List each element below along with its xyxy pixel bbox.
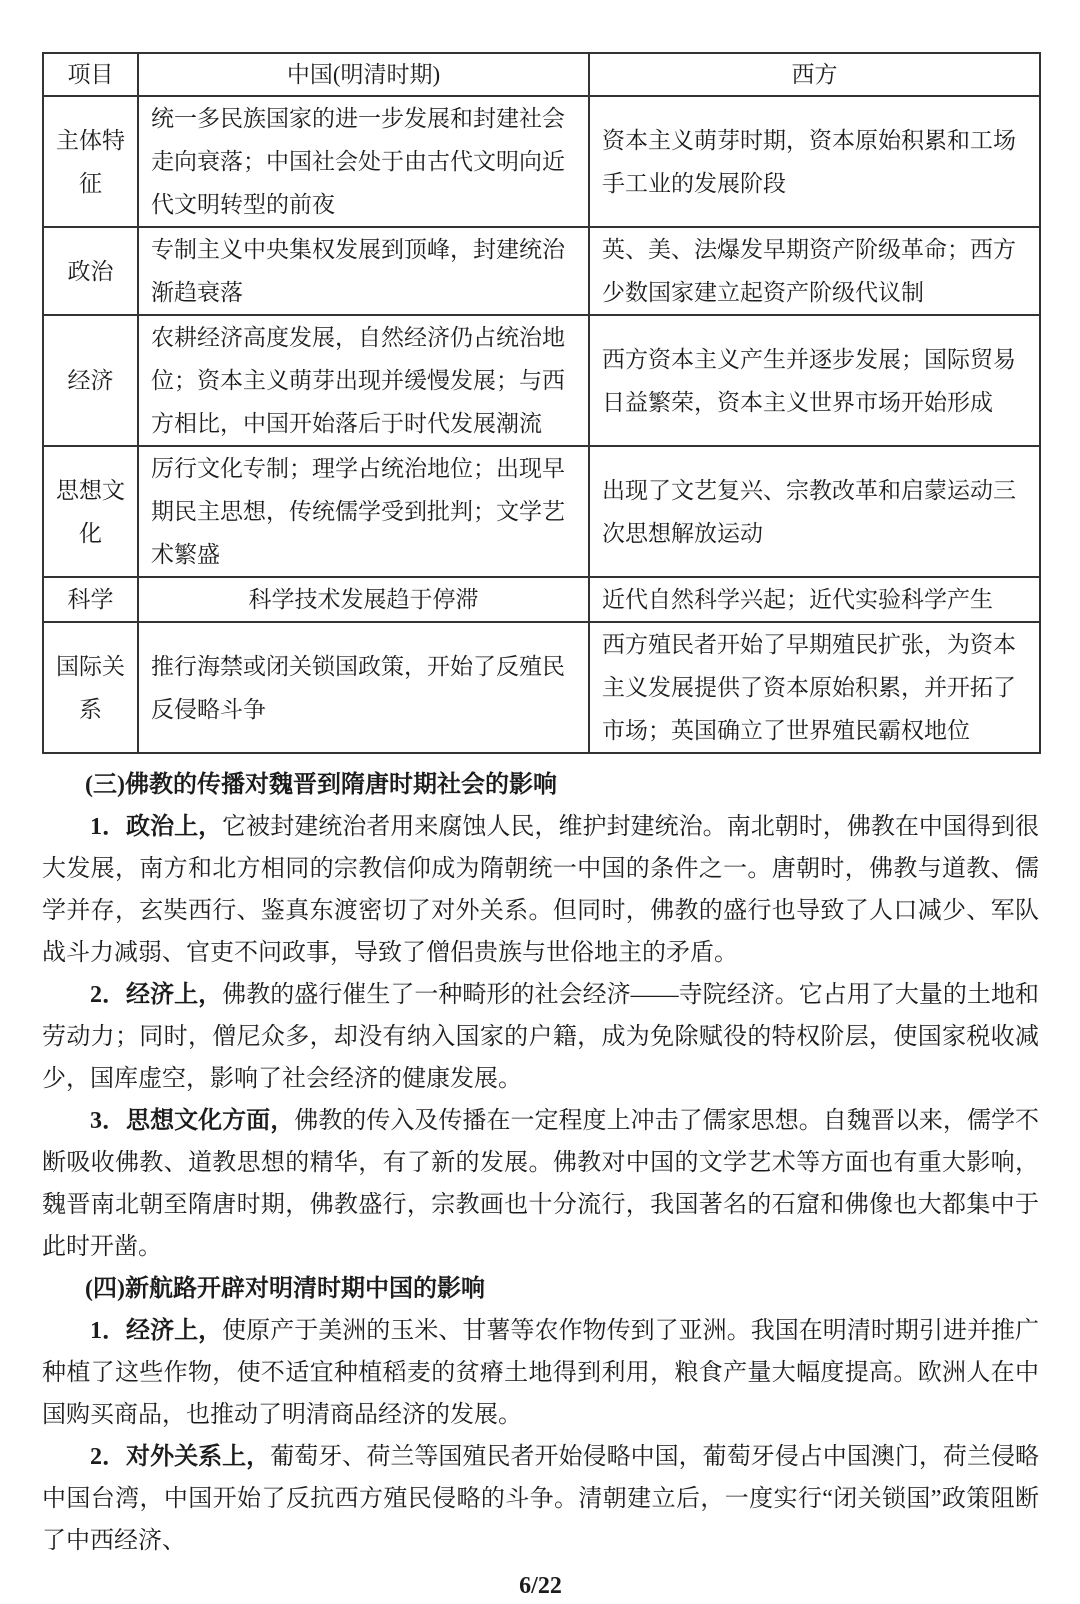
paragraph-text: 葡萄牙、荷兰等国殖民者开始侵略中国，葡萄牙侵占中国澳门，荷兰侵略中国台湾，中国开始了反抗西方殖民侵略的斗争。清朝建立后，一度实行“闭关锁国”政策阻断了中西经济、	[42, 1444, 1040, 1554]
table-row	[43, 622, 1040, 753]
paragraph	[42, 1436, 1039, 1562]
table-row	[43, 577, 1040, 622]
row-label: 科学	[43, 577, 138, 622]
china-cell: 专制主义中央集权发展到顶峰，封建统治渐趋衰落	[138, 227, 589, 315]
header-item: 项目	[43, 53, 138, 96]
paragraph	[42, 1310, 1039, 1436]
paragraph-text: 佛教的传入及传播在一定程度上冲击了儒家思想。自魏晋以来，儒学不断吸收佛教、道教思想的精华，有了新的发展。佛教对中国的文学艺术等方面也有重大影响，魏晋南北朝至隋唐时期，佛教盛行，宗教画也十分流行，我国著名的石窟和佛像也大都集中于此时开凿。	[42, 1108, 1040, 1260]
header-west: 西方	[589, 53, 1040, 96]
paragraph-lead: 2．对外关系上，	[90, 1444, 271, 1470]
west-cell: 西方资本主义产生并逐步发展；国际贸易日益繁荣，资本主义世界市场开始形成	[589, 315, 1040, 446]
paragraph-lead: 1．政治上，	[90, 814, 223, 840]
table-row	[43, 227, 1040, 315]
paragraph	[42, 1100, 1039, 1268]
row-label: 经济	[43, 315, 138, 446]
section-heading-new-routes: (四)新航路开辟对明清时期中国的影响	[85, 1276, 485, 1302]
west-cell: 资本主义萌芽时期，资本原始积累和工场手工业的发展阶段	[589, 96, 1040, 227]
china-cell: 科学技术发展趋于停滞	[138, 577, 589, 622]
paragraph-lead: 2．经济上，	[90, 982, 223, 1008]
header-china: 中国(明清时期)	[138, 53, 589, 96]
west-cell: 西方殖民者开始了早期殖民扩张，为资本主义发展提供了资本原始积累，并开拓了市场；英国确立了世界殖民霸权地位	[589, 622, 1040, 753]
paragraph	[42, 806, 1039, 974]
paragraph-lead: 3．思想文化方面，	[90, 1108, 295, 1134]
table-row	[43, 315, 1040, 446]
paragraph-lead: 1．经济上，	[90, 1318, 223, 1344]
table-row	[43, 96, 1040, 227]
row-label: 主体特征	[43, 96, 138, 227]
row-label: 政治	[43, 227, 138, 315]
china-cell: 统一多民族国家的进一步发展和封建社会走向衰落；中国社会处于由古代文明向近代文明转型的前夜	[138, 96, 589, 227]
west-cell: 出现了文艺复兴、宗教改革和启蒙运动三次思想解放运动	[589, 446, 1040, 577]
west-cell: 英、美、法爆发早期资产阶级革命；西方少数国家建立起资产阶级代议制	[589, 227, 1040, 315]
china-cell: 推行海禁或闭关锁国政策，开始了反殖民反侵略斗争	[138, 622, 589, 753]
table-header-row	[43, 53, 1040, 96]
paragraph	[42, 974, 1039, 1100]
row-label: 思想文化	[43, 446, 138, 577]
comparison-table	[42, 52, 1041, 754]
china-cell: 农耕经济高度发展，自然经济仍占统治地位；资本主义萌芽出现并缓慢发展；与西方相比，中国开始落后于时代发展潮流	[138, 315, 589, 446]
document-body	[42, 764, 1039, 1562]
page-number: 6/22	[519, 1573, 562, 1599]
china-cell: 厉行文化专制；理学占统治地位；出现早期民主思想，传统儒学受到批判；文学艺术繁盛	[138, 446, 589, 577]
row-label: 国际关系	[43, 622, 138, 753]
section-heading-buddhism: (三)佛教的传播对魏晋到隋唐时期社会的影响	[85, 772, 557, 798]
west-cell: 近代自然科学兴起；近代实验科学产生	[589, 577, 1040, 622]
paragraph-text: 使原产于美洲的玉米、甘薯等农作物传到了亚洲。我国在明清时期引进并推广种植了这些作物，使不适宜种植稻麦的贫瘠土地得到利用，粮食产量大幅度提高。欧洲人在中国购买商品，也推动了明清商品经济的发展。	[42, 1318, 1039, 1428]
table-row	[43, 446, 1040, 577]
paragraph-text: 佛教的盛行催生了一种畸形的社会经济——寺院经济。它占用了大量的土地和劳动力；同时，僧尼众多，却没有纳入国家的户籍，成为免除赋役的特权阶层，使国家税收减少，国库虚空，影响了社会经济的健康发展。	[42, 982, 1040, 1092]
paragraph-text: 它被封建统治者用来腐蚀人民，维护封建统治。南北朝时，佛教在中国得到很大发展，南方和北方相同的宗教信仰成为隋朝统一中国的条件之一。唐朝时，佛教与道教、儒学并存，玄奘西行、鉴真东渡密切了对外关系。但同时，佛教的盛行也导致了人口减少、军队战斗力减弱、官吏不问政事，导致了僧侣贵族与世俗地主的矛盾。	[42, 814, 1039, 966]
